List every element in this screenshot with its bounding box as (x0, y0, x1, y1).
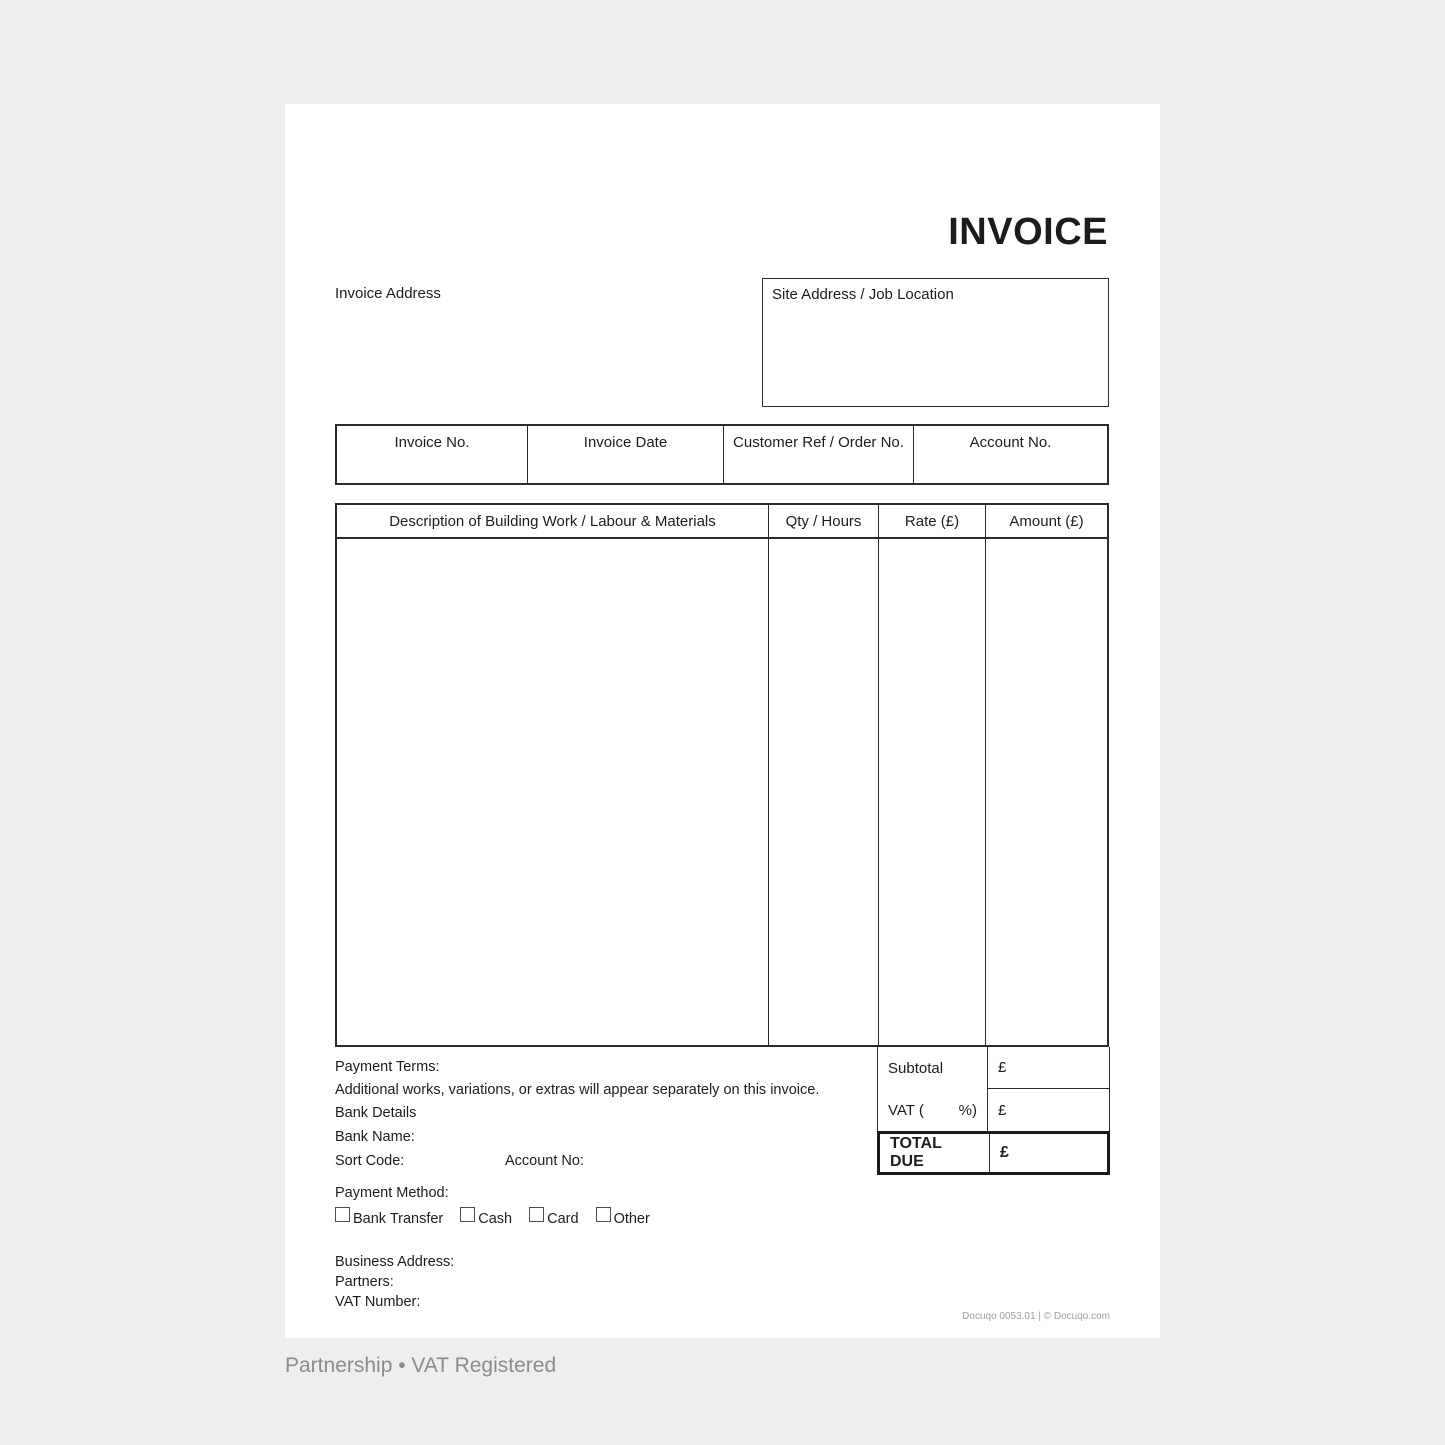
invoice-info-table (335, 424, 1109, 485)
body-qty-column (769, 539, 879, 1045)
body-description-column (337, 539, 769, 1045)
partners-label: Partners: (335, 1274, 394, 1290)
site-address-label: Site Address / Job Location (772, 286, 954, 303)
payment-option-label: Cash (478, 1211, 513, 1227)
subtotal-amount: £ (987, 1047, 1109, 1089)
total-due-amount: £ (989, 1134, 1107, 1172)
subtotal-row (878, 1047, 1109, 1089)
subtotal-label: Subtotal (888, 1059, 944, 1077)
checkbox-card[interactable] (529, 1207, 544, 1222)
vat-label (878, 1089, 987, 1131)
totals-table (877, 1047, 1110, 1175)
page-title: INVOICE (948, 211, 1108, 253)
total-due-row (877, 1131, 1110, 1175)
checkbox-cash[interactable] (460, 1207, 475, 1222)
payment-option-card[interactable] (529, 1207, 578, 1227)
vat-label-close: %) (958, 1101, 977, 1119)
info-header-invoice-no: Invoice No. (337, 426, 528, 483)
invoice-address-label: Invoice Address (335, 285, 441, 302)
info-header-account-no: Account No. (969, 434, 1052, 451)
payment-method-heading: Payment Method: (335, 1185, 449, 1201)
sort-code-label: Sort Code: (335, 1153, 405, 1169)
vat-row (878, 1089, 1109, 1131)
checkbox-bank-transfer[interactable] (335, 1207, 350, 1222)
payment-options (335, 1207, 650, 1227)
business-address-label: Business Address: (335, 1254, 455, 1270)
items-table-body (337, 539, 1107, 1045)
items-table (335, 503, 1109, 1047)
items-table-header (337, 505, 1107, 539)
body-rate-column (879, 539, 986, 1045)
info-header-customer-ref: Customer Ref / Order No. (724, 426, 914, 483)
product-caption: Partnership • VAT Registered (285, 1354, 557, 1377)
payment-option-label: Other (613, 1211, 650, 1227)
header-qty-hours: Qty / Hours (769, 505, 879, 537)
account-no-label: Account No: (505, 1153, 584, 1169)
invoice-page (285, 104, 1160, 1338)
payment-option-other[interactable] (596, 1207, 650, 1227)
bank-details-heading: Bank Details (335, 1105, 417, 1121)
total-due-label: TOTAL DUE (890, 1135, 942, 1170)
totals-upper-rows (877, 1047, 1110, 1131)
payment-terms-heading: Payment Terms: (335, 1059, 440, 1075)
payment-option-bank-transfer[interactable] (335, 1207, 443, 1227)
vat-number-label: VAT Number: (335, 1294, 421, 1310)
vat-label-open: VAT ( (888, 1101, 924, 1119)
document-footer: Docuqo 0053.01 | © Docuqo.com (962, 1311, 1110, 1322)
bank-name-label: Bank Name: (335, 1129, 415, 1145)
vat-amount: £ (987, 1089, 1109, 1131)
payment-option-label: Card (547, 1211, 579, 1227)
body-amount-column (986, 539, 1107, 1045)
info-header-invoice-date: Invoice Date (528, 426, 724, 483)
payment-option-cash[interactable] (460, 1207, 512, 1227)
header-description: Description of Building Work / Labour & Materials (337, 505, 769, 537)
checkbox-other[interactable] (596, 1207, 611, 1222)
header-rate: Rate (£) (879, 505, 986, 537)
additional-works-note: Additional works, variations, or extras will appear separately on this invoice. (335, 1082, 820, 1098)
header-amount: Amount (£) (1009, 512, 1084, 530)
site-address-box (762, 278, 1109, 407)
payment-option-label: Bank Transfer (353, 1211, 444, 1227)
